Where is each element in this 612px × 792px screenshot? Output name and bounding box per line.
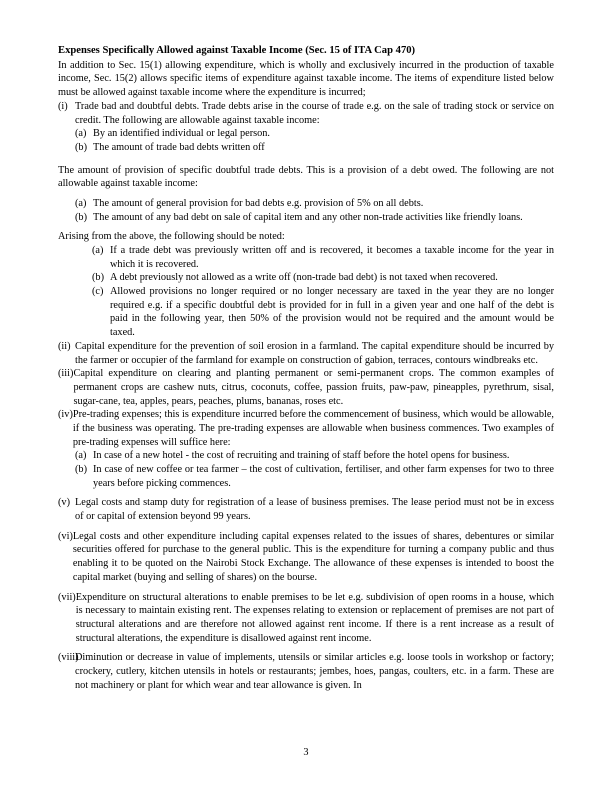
list-text: Capital expenditure for the prevention of soil erosion in a farmland. The capital expenditure should be incurred by the farmer or occupier of the farmland for example on construction of gabion, terraces, contours windbreaks etc. [75,340,554,366]
list-text: Legal costs and other expenditure including capital expenses related to the issues of shares, debentures or similar securities offered for purchase to the general public. This is the expenditure for turning a company public and thus enabling it to be quoted on the Nairobi Stock Exchange. The allowance of these expenses is intended to boost the capital market (buying and selling of shares) on the bourse. [72,530,554,583]
list-text: The amount of trade bad debts written off [93,141,265,153]
document-body [58,44,554,692]
list-text: If a trade debt was previously written off and is recovered, it becomes a taxable income for the year in which it is recovered. [110,245,554,270]
list-text: Allowed provisions no longer required or no longer necessary are taxed in the year they are no longer required e.g. if a specific doubtful debt is provided for in full in a given year and one half of the debt is paid in the following year, then 50% of the provision would not be required and the amount would be taxed. [110,286,554,339]
list-text: The amount of any bad debt on sale of capital item and any other non-trade activities like friendly loans. [93,211,523,223]
list-item [75,449,554,463]
list-marker: (viii) [58,652,79,664]
list-item [92,285,554,340]
list-item [58,100,554,127]
page-number: 3 [303,747,309,758]
list-marker: (a) [75,128,87,140]
list-marker: (b) [75,464,88,476]
list-text: In case of a new hotel - the cost of recruiting and training of staff before the hotel opens for business. [93,450,510,462]
arising-heading: Arising from the above, the following should be noted: [58,231,285,243]
list-text: In case of new coffee or tea farmer – the cost of cultivation, fertiliser, and other farm expenses for two to three years before picking commences. [93,464,554,489]
list-item [58,367,554,408]
list-text: A debt previously not allowed as a write off (non-trade bad debt) is not taxed when recovered. [110,272,498,284]
list-marker: (i) [58,100,68,112]
list-item [75,211,554,225]
list-item [75,141,554,155]
spacer [58,155,554,164]
list-item [75,463,554,490]
intro-paragraph: In addition to Sec. 15(1) allowing expenditure, which is wholly and exclusively incurred in the production of taxable income, Sec. 15(2) allows specific items of expenditure against taxable income. The items of expenditure listed below must be allowed against taxable income where the expenditure is incurred; [58,59,554,99]
list-item [75,197,554,211]
list-marker: (b) [92,272,105,284]
list-item [58,340,554,367]
list-marker: (a) [75,197,87,209]
list-item [92,271,554,285]
list-marker: (a) [75,450,87,462]
list-marker: (c) [92,286,104,298]
list-item [58,591,554,646]
list-marker: (iii) [58,368,74,380]
list-marker: (v) [58,497,71,509]
list-marker: (ii) [58,340,71,352]
page-title: Expenses Specifically Allowed against Taxable Income (Sec. 15 of ITA Cap 470) [58,45,416,56]
list-marker: (vi) [58,530,73,542]
doubtful-debts-paragraph: The amount of provision of specific doubtful trade debts. This is a provision of a debt owed. The following are not allowable against taxable income: [58,164,554,190]
list-text: Diminution or decrease in value of implements, utensils or similar articles e.g. loose tools in workshop or factory; crockery, cutlery, kitchen utensils in hotels or restaurants; jembes, hoes, pangas, coulters, etc. in a farm. These are not machinery or plant for which wear and tear allowance is given. In [75,652,554,691]
list-text: Expenditure on structural alterations to enable premises to be let e.g. subdivision of open rooms in a house, which is necessary to maintain existing rent. The expenses relating to extension or replacement of premises are not part of structural alterations and are therefore not allowed against rent income. If there is a rent increase as a result of structural alterations, the expenditure is disallowed against rent income. [75,591,554,644]
list-item [58,408,554,449]
list-text: Pre-trading expenses; this is expenditure incurred before the commencement of business, which would be allowable, if the business was operating. The pre-trading expenses are allowable when business commences. Two examples of pre-trading expenses will suffice here: [72,409,554,448]
list-item [58,530,554,585]
list-text: By an identified individual or legal person. [93,128,271,140]
list-text: Legal costs and stamp duty for registration of a lease of business premises. The lease period must not be in excess of or capital of extension beyond 99 years. [75,497,554,523]
list-marker: (b) [75,211,88,223]
list-marker: (vii) [58,591,76,603]
list-item [75,127,554,141]
list-marker: (iv) [58,409,73,421]
list-item [58,496,554,523]
list-text: The amount of general provision for bad debts e.g. provision of 5% on all debts. [93,197,424,209]
list-marker: (b) [75,141,88,153]
list-text: Trade bad and doubtful debts. Trade debts arise in the course of trade e.g. on the sale of trading stock or service on credit. The following are allowable against taxable income: [75,100,554,126]
list-marker: (a) [92,245,104,257]
list-item [58,651,554,692]
list-text: Capital expenditure on clearing and planting permanent or semi-permanent crops. The common examples of permanent crops are cashew nuts, citrus, coconuts, coffee, passion fruits, paw-paw, pineapples, pyrethrum, sisal, sugar-cane, tea, apples, pears, peaches, plums, bananas, roses etc. [73,368,554,407]
list-item [92,244,554,271]
